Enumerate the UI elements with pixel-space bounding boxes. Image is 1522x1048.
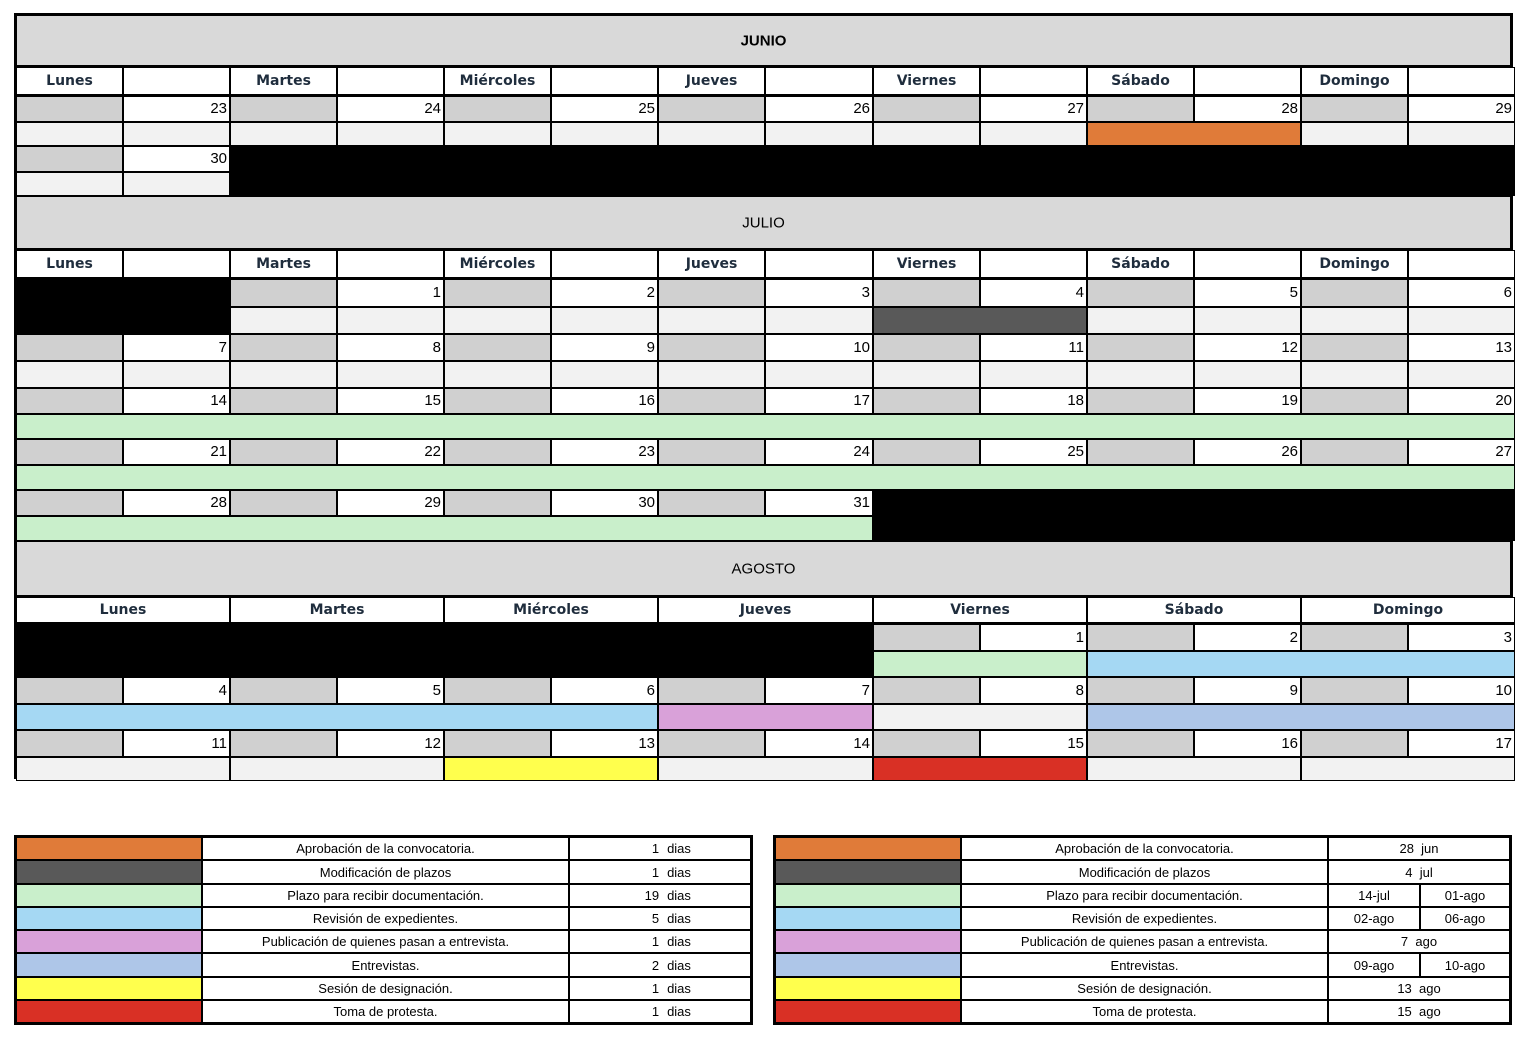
month-banner-julio-label: JULIO — [742, 214, 785, 231]
day-header-3: Jueves — [658, 67, 765, 96]
legend-label: Plazo para recibir documentación. — [202, 884, 569, 907]
legend-duration-unit: dias — [667, 888, 691, 903]
day-number: 6 — [1408, 279, 1515, 307]
legend-swatch — [775, 907, 961, 930]
day-number: 7 — [123, 334, 230, 361]
day-gray-cell — [16, 146, 123, 172]
day-header-2: Miércoles — [444, 250, 551, 279]
day-header-blank — [551, 67, 658, 96]
day-number: 8 — [980, 677, 1087, 704]
event-revision — [16, 704, 658, 730]
day-lower-cell — [873, 361, 980, 388]
day-gray-cell — [873, 677, 980, 704]
day-lower-cell — [123, 361, 230, 388]
day-header-0: Lunes — [16, 250, 123, 279]
day-gray-cell — [873, 439, 980, 465]
legend-date: 28 jun — [1328, 837, 1510, 860]
day-gray-cell — [658, 490, 765, 516]
day-number: 17 — [765, 388, 873, 414]
day-number: 16 — [1194, 730, 1301, 757]
day-gray-cell — [1301, 388, 1408, 414]
day-lower-cell — [1408, 307, 1515, 334]
month-banner-agosto — [16, 541, 1511, 597]
day-gray-cell — [658, 388, 765, 414]
day-header-blank — [765, 250, 873, 279]
event-revision — [1087, 651, 1515, 677]
day-number: 23 — [123, 96, 230, 122]
day-header-3: Jueves — [658, 597, 873, 624]
month-banner-junio-label: JUNIO — [740, 32, 787, 49]
legend-swatch — [16, 907, 202, 930]
day-lower-cell — [873, 704, 1087, 730]
legend-swatch — [775, 1000, 961, 1023]
day-lower-cell — [765, 122, 873, 146]
day-number: 4 — [123, 677, 230, 704]
day-gray-cell — [1087, 334, 1194, 361]
legend-swatch — [16, 884, 202, 907]
day-number: 4 — [980, 279, 1087, 307]
day-number: 28 — [1194, 96, 1301, 122]
day-lower-cell — [230, 122, 337, 146]
day-number: 3 — [765, 279, 873, 307]
day-lower-cell — [658, 307, 765, 334]
day-header-1: Martes — [230, 597, 444, 624]
legend-duration-number: 2 — [651, 957, 660, 973]
day-gray-cell — [444, 388, 551, 414]
day-gray-cell — [1087, 279, 1194, 307]
day-gray-cell — [658, 334, 765, 361]
day-gray-cell — [1301, 334, 1408, 361]
legend-label: Toma de protesta. — [961, 1000, 1328, 1023]
month-banner-julio — [16, 196, 1511, 250]
day-header-0: Lunes — [16, 67, 123, 96]
day-number: 7 — [765, 677, 873, 704]
legend-swatch — [775, 977, 961, 1000]
legend-swatch — [16, 977, 202, 1000]
day-header-1: Martes — [230, 250, 337, 279]
legend-date-from: 14-jul — [1328, 884, 1420, 907]
day-number: 6 — [551, 677, 658, 704]
day-gray-cell — [230, 730, 337, 757]
day-gray-cell — [1087, 624, 1194, 651]
legend-label: Sesión de designación. — [202, 977, 569, 1000]
legend-duration-unit: dias — [667, 934, 691, 949]
event-plazo — [16, 516, 873, 541]
day-lower-cell — [1301, 307, 1408, 334]
day-lower-cell — [337, 122, 444, 146]
day-number: 23 — [551, 439, 658, 465]
empty-block — [16, 624, 873, 677]
day-header-blank — [337, 250, 444, 279]
legend-duration-unit: dias — [667, 1004, 691, 1019]
legend-label: Publicación de quienes pasan a entrevista. — [202, 930, 569, 953]
day-header-6: Domingo — [1301, 250, 1408, 279]
day-gray-cell — [230, 96, 337, 122]
legend-label: Entrevistas. — [202, 953, 569, 977]
legend-date: 7 ago — [1328, 930, 1510, 953]
day-number: 2 — [551, 279, 658, 307]
day-number: 3 — [1408, 624, 1515, 651]
legend-duration-number: 1 — [651, 981, 660, 996]
day-number: 28 — [123, 490, 230, 516]
day-gray-cell — [658, 439, 765, 465]
day-number: 1 — [337, 279, 444, 307]
legend-swatch — [16, 837, 202, 860]
day-header-6: Domingo — [1301, 67, 1408, 96]
legend-duration — [569, 1000, 751, 1023]
legend-label: Sesión de designación. — [961, 977, 1328, 1000]
day-lower-cell — [873, 122, 980, 146]
day-lower-cell — [123, 172, 230, 196]
legend-dates — [773, 835, 1512, 1025]
event-modificacion — [873, 307, 1087, 334]
day-number: 21 — [123, 439, 230, 465]
legend-date: 13 ago — [1328, 977, 1510, 1000]
day-gray-cell — [16, 730, 123, 757]
day-number: 29 — [337, 490, 444, 516]
day-number: 16 — [551, 388, 658, 414]
legend-label: Revisión de expedientes. — [202, 907, 569, 930]
day-header-blank — [337, 67, 444, 96]
event-publicacion — [658, 704, 873, 730]
legend-label: Entrevistas. — [961, 953, 1328, 977]
day-lower-cell — [337, 361, 444, 388]
legend-duration — [569, 930, 751, 953]
legend-date-to: 10-ago — [1420, 953, 1510, 977]
event-plazo — [16, 414, 1515, 439]
day-header-2: Miércoles — [444, 67, 551, 96]
day-gray-cell — [16, 388, 123, 414]
day-number: 13 — [1408, 334, 1515, 361]
day-gray-cell — [230, 334, 337, 361]
legend-swatch — [775, 860, 961, 884]
day-lower-cell — [444, 122, 551, 146]
day-lower-cell — [765, 307, 873, 334]
day-gray-cell — [1087, 677, 1194, 704]
day-gray-cell — [1087, 439, 1194, 465]
day-lower-cell — [444, 361, 551, 388]
day-number: 11 — [123, 730, 230, 757]
day-header-1: Martes — [230, 67, 337, 96]
day-number: 19 — [1194, 388, 1301, 414]
legend-date-from: 09-ago — [1328, 953, 1420, 977]
calendar — [14, 13, 1513, 779]
legend-label: Aprobación de la convocatoria. — [202, 837, 569, 860]
legend-duration — [569, 907, 751, 930]
day-header-2: Miércoles — [444, 597, 658, 624]
day-number: 14 — [765, 730, 873, 757]
day-lower-cell — [123, 122, 230, 146]
day-gray-cell — [1301, 624, 1408, 651]
day-lower-cell — [444, 307, 551, 334]
day-lower-cell — [16, 172, 123, 196]
legend-duration-number: 19 — [644, 888, 660, 903]
legend-durations — [14, 835, 753, 1025]
day-gray-cell — [1301, 279, 1408, 307]
day-lower-cell — [230, 307, 337, 334]
day-number: 25 — [980, 439, 1087, 465]
day-gray-cell — [1301, 96, 1408, 122]
day-header-blank — [1408, 250, 1515, 279]
day-number: 26 — [1194, 439, 1301, 465]
day-gray-cell — [873, 96, 980, 122]
day-number: 2 — [1194, 624, 1301, 651]
day-lower-cell — [1087, 307, 1194, 334]
day-lower-cell — [1301, 122, 1408, 146]
day-header-blank — [1194, 250, 1301, 279]
legend-label: Modificación de plazos — [961, 860, 1328, 884]
legend-label: Aprobación de la convocatoria. — [961, 837, 1328, 860]
legend-swatch — [775, 930, 961, 953]
day-header-0: Lunes — [16, 597, 230, 624]
legend-label: Modificación de plazos — [202, 860, 569, 884]
empty-block — [16, 279, 230, 334]
day-lower-cell — [1408, 361, 1515, 388]
legend-duration — [569, 884, 751, 907]
legend-swatch — [16, 860, 202, 884]
day-lower-cell — [16, 757, 230, 781]
day-lower-cell — [16, 122, 123, 146]
day-number: 13 — [551, 730, 658, 757]
day-number: 12 — [1194, 334, 1301, 361]
day-gray-cell — [444, 439, 551, 465]
day-number: 14 — [123, 388, 230, 414]
legend-swatch — [775, 953, 961, 977]
day-lower-cell — [1087, 757, 1301, 781]
day-number: 24 — [337, 96, 444, 122]
day-gray-cell — [444, 490, 551, 516]
day-header-4: Viernes — [873, 250, 980, 279]
day-gray-cell — [444, 279, 551, 307]
legend-label: Toma de protesta. — [202, 1000, 569, 1023]
day-number: 10 — [1408, 677, 1515, 704]
day-header-blank — [1194, 67, 1301, 96]
day-lower-cell — [658, 122, 765, 146]
day-header-blank — [1408, 67, 1515, 96]
day-header-5: Sábado — [1087, 597, 1301, 624]
legend-duration-number: 1 — [651, 864, 660, 880]
day-number: 12 — [337, 730, 444, 757]
day-number: 15 — [980, 730, 1087, 757]
day-number: 1 — [980, 624, 1087, 651]
day-gray-cell — [873, 624, 980, 651]
day-lower-cell — [1087, 361, 1194, 388]
legend-duration-unit: dias — [667, 841, 691, 856]
day-header-blank — [123, 67, 230, 96]
day-gray-cell — [230, 279, 337, 307]
day-header-blank — [123, 250, 230, 279]
day-lower-cell — [230, 757, 444, 781]
day-header-6: Domingo — [1301, 597, 1515, 624]
day-lower-cell — [765, 361, 873, 388]
day-number: 5 — [1194, 279, 1301, 307]
day-lower-cell — [980, 361, 1087, 388]
legend-duration — [569, 860, 751, 884]
day-gray-cell — [658, 279, 765, 307]
day-gray-cell — [444, 334, 551, 361]
legend-duration-number: 5 — [651, 911, 660, 926]
day-gray-cell — [444, 730, 551, 757]
day-number: 30 — [123, 146, 230, 172]
legend-duration-unit: dias — [667, 981, 691, 996]
day-lower-cell — [230, 361, 337, 388]
day-gray-cell — [16, 490, 123, 516]
legend-swatch — [775, 837, 961, 860]
event-aprobacion — [1087, 122, 1301, 146]
legend-swatch — [775, 884, 961, 907]
day-lower-cell — [16, 361, 123, 388]
day-number: 22 — [337, 439, 444, 465]
legend-duration-unit: dias — [667, 911, 691, 926]
day-lower-cell — [658, 361, 765, 388]
day-gray-cell — [230, 439, 337, 465]
day-lower-cell — [658, 757, 873, 781]
day-gray-cell — [873, 388, 980, 414]
day-number: 27 — [1408, 439, 1515, 465]
legend-duration-number: 1 — [651, 934, 660, 949]
day-number: 8 — [337, 334, 444, 361]
day-lower-cell — [551, 307, 658, 334]
event-toma — [873, 757, 1087, 781]
event-plazo — [873, 651, 1087, 677]
legend-label: Publicación de quienes pasan a entrevista. — [961, 930, 1328, 953]
day-lower-cell — [1301, 757, 1515, 781]
day-gray-cell — [444, 677, 551, 704]
day-gray-cell — [873, 279, 980, 307]
day-lower-cell — [1194, 361, 1301, 388]
day-header-5: Sábado — [1087, 67, 1194, 96]
month-banner-junio — [16, 15, 1511, 67]
day-gray-cell — [658, 677, 765, 704]
event-sesion — [444, 757, 658, 781]
day-number: 20 — [1408, 388, 1515, 414]
day-header-blank — [980, 67, 1087, 96]
day-number: 24 — [765, 439, 873, 465]
legend-date: 15 ago — [1328, 1000, 1510, 1023]
day-gray-cell — [230, 490, 337, 516]
legend-date-from: 02-ago — [1328, 907, 1420, 930]
legend-label: Revisión de expedientes. — [961, 907, 1328, 930]
day-gray-cell — [658, 730, 765, 757]
day-lower-cell — [551, 122, 658, 146]
day-gray-cell — [1087, 730, 1194, 757]
day-number: 27 — [980, 96, 1087, 122]
day-lower-cell — [1408, 122, 1515, 146]
day-gray-cell — [873, 730, 980, 757]
day-gray-cell — [230, 677, 337, 704]
legend-duration-unit: dias — [667, 957, 691, 973]
day-number: 29 — [1408, 96, 1515, 122]
day-number: 31 — [765, 490, 873, 516]
day-number: 17 — [1408, 730, 1515, 757]
day-gray-cell — [16, 677, 123, 704]
day-gray-cell — [16, 334, 123, 361]
legend-swatch — [16, 953, 202, 977]
day-number: 30 — [551, 490, 658, 516]
empty-block — [230, 146, 1515, 196]
event-plazo — [16, 465, 1515, 490]
day-number: 9 — [551, 334, 658, 361]
legend-date-to: 06-ago — [1420, 907, 1510, 930]
day-lower-cell — [551, 361, 658, 388]
day-gray-cell — [230, 388, 337, 414]
day-header-blank — [765, 67, 873, 96]
day-number: 15 — [337, 388, 444, 414]
day-gray-cell — [1087, 96, 1194, 122]
day-gray-cell — [16, 96, 123, 122]
day-gray-cell — [1087, 388, 1194, 414]
day-number: 9 — [1194, 677, 1301, 704]
day-number: 25 — [551, 96, 658, 122]
month-banner-agosto-label: AGOSTO — [731, 560, 796, 577]
day-gray-cell — [16, 439, 123, 465]
legend-date: 4 jul — [1328, 860, 1510, 884]
day-number: 5 — [337, 677, 444, 704]
day-lower-cell — [337, 307, 444, 334]
day-number: 18 — [980, 388, 1087, 414]
day-gray-cell — [1301, 677, 1408, 704]
day-number: 26 — [765, 96, 873, 122]
day-header-4: Viernes — [873, 67, 980, 96]
legend-label: Plazo para recibir documentación. — [961, 884, 1328, 907]
day-header-blank — [980, 250, 1087, 279]
legend-swatch — [16, 1000, 202, 1023]
day-gray-cell — [1301, 439, 1408, 465]
legend-duration-number: 1 — [651, 841, 660, 856]
legend-duration — [569, 977, 751, 1000]
legend-duration-number: 1 — [651, 1004, 660, 1019]
day-header-blank — [551, 250, 658, 279]
day-gray-cell — [1301, 730, 1408, 757]
day-lower-cell — [1301, 361, 1408, 388]
day-header-5: Sábado — [1087, 250, 1194, 279]
legend-duration — [569, 953, 751, 977]
legend-date-to: 01-ago — [1420, 884, 1510, 907]
day-gray-cell — [658, 96, 765, 122]
legend-swatch — [16, 930, 202, 953]
day-gray-cell — [444, 96, 551, 122]
legend-duration-unit: dias — [667, 864, 691, 880]
day-lower-cell — [980, 122, 1087, 146]
day-header-4: Viernes — [873, 597, 1087, 624]
event-entrevistas — [1087, 704, 1515, 730]
day-lower-cell — [1194, 307, 1301, 334]
empty-block — [873, 490, 1515, 541]
day-number: 10 — [765, 334, 873, 361]
day-header-3: Jueves — [658, 250, 765, 279]
legend-duration — [569, 837, 751, 860]
day-gray-cell — [873, 334, 980, 361]
day-number: 11 — [980, 334, 1087, 361]
